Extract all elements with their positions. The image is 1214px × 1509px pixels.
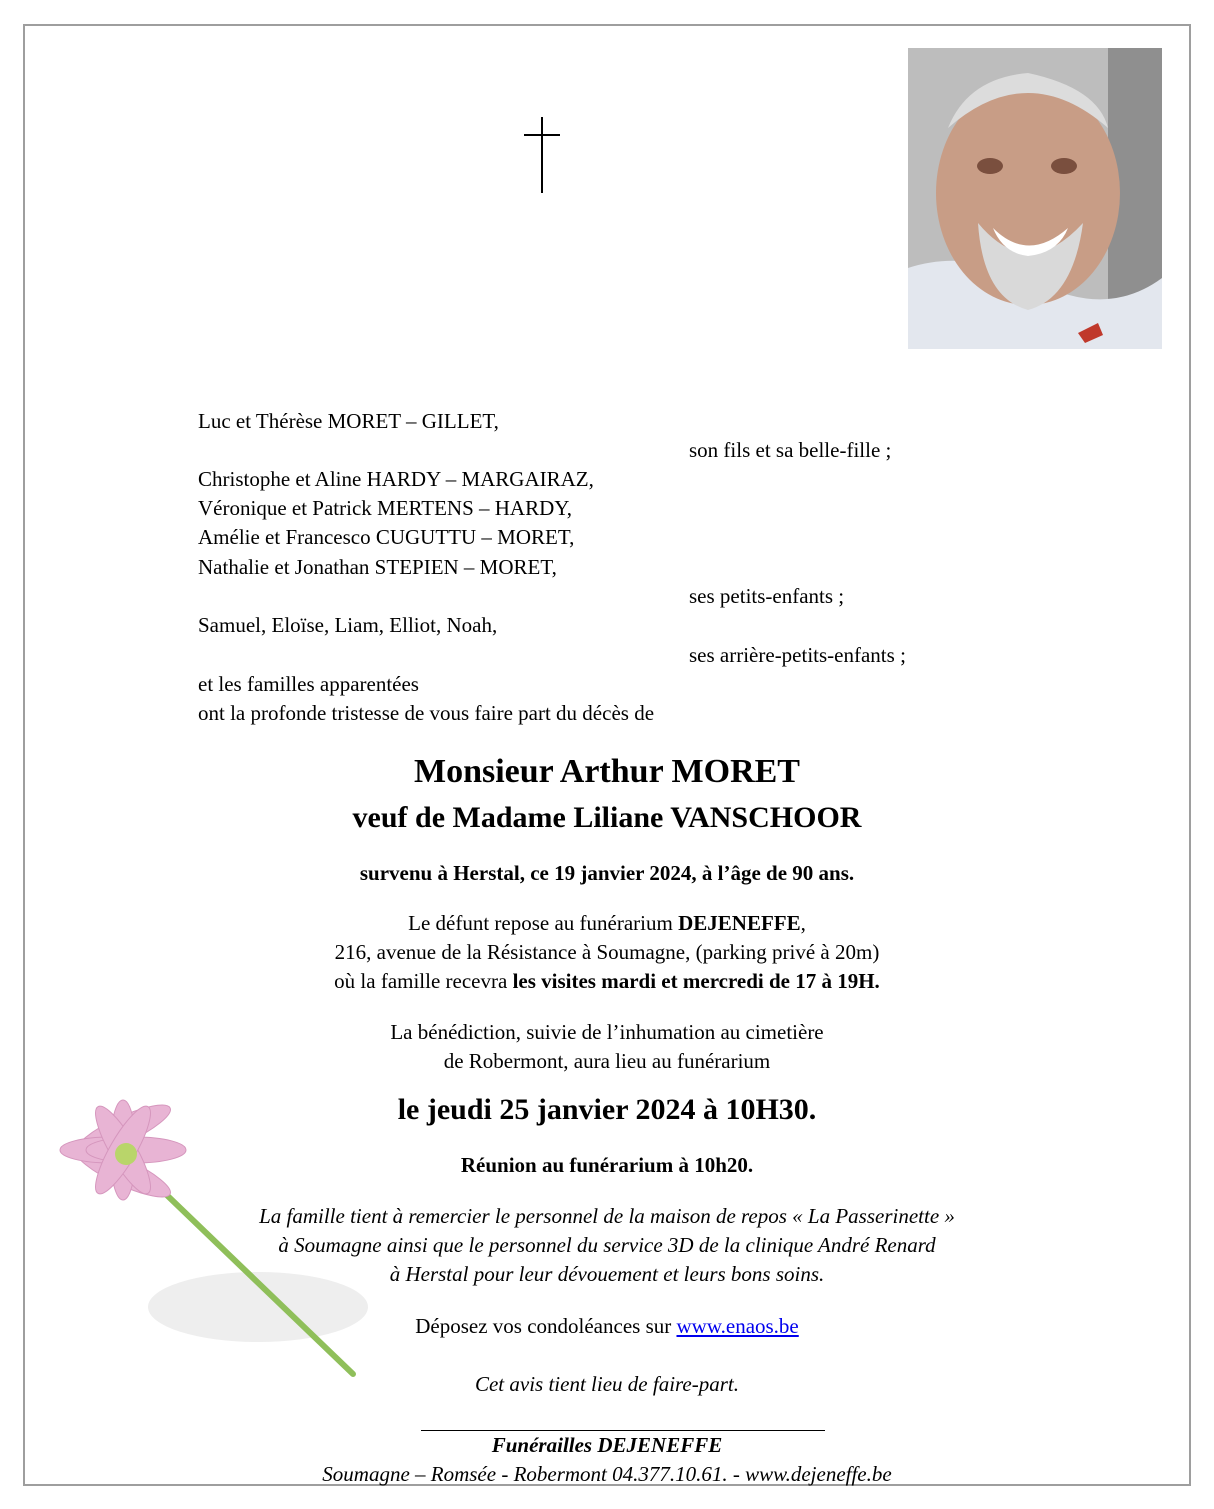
ceremony-line-2: de Robermont, aura lieu au funérarium <box>443 1049 771 1073</box>
great-grandchildren: Samuel, Eloïse, Liam, Elliot, Noah, <box>198 613 498 637</box>
announcement: ont la profonde tristesse de vous faire part du décès de <box>198 701 655 725</box>
portrait-photo <box>908 48 1162 349</box>
condolences-link[interactable]: www.enaos.be <box>676 1314 799 1338</box>
condolences-line <box>0 1314 1214 1338</box>
thanks-line-3: à Herstal pour leur dévouement et leurs bons soins. <box>389 1262 825 1286</box>
grandchild-3: Amélie et Francesco CUGUTTU – MORET, <box>198 525 575 549</box>
deceased-spouse: veuf de Madame Liliane VANSCHOOR <box>352 801 862 834</box>
death-info: survenu à Herstal, ce 19 janvier 2024, à l’âge de 90 ans. <box>359 861 855 885</box>
relatives: et les familles apparentées <box>198 672 419 696</box>
meeting-time: Réunion au funérarium à 10h20. <box>460 1153 754 1177</box>
footer-divider <box>421 1430 825 1431</box>
great-grandchildren-label: ses arrière-petits-enfants ; <box>689 643 906 667</box>
grandchild-1: Christophe et Aline HARDY – MARGAIRAZ, <box>198 467 594 491</box>
rest-suffix: , <box>800 911 806 935</box>
visits-times: les visites mardi et mercredi de 17 à 19H. <box>512 969 880 993</box>
visits-prefix: où la famille recevra <box>334 969 513 993</box>
notice: Cet avis tient lieu de faire-part. <box>474 1372 739 1396</box>
family-son-label: son fils et sa belle-fille ; <box>689 438 892 462</box>
footer-contact: Soumagne – Romsée - Robermont 04.377.10.61. - www.dejeneffe.be <box>322 1462 892 1486</box>
condolences-prefix: Déposez vos condoléances sur <box>415 1314 677 1338</box>
family-son: Luc et Thérèse MORET – GILLET, <box>198 409 499 433</box>
grandchild-4: Nathalie et Jonathan STEPIEN – MORET, <box>198 555 557 579</box>
grandchildren-label: ses petits-enfants ; <box>689 584 845 608</box>
footer-company: Funérailles DEJENEFFE <box>491 1433 723 1457</box>
ceremony-date: le jeudi 25 janvier 2024 à 10H30. <box>397 1093 817 1126</box>
ceremony-line-1: La bénédiction, suivie de l’inhumation au cimetière <box>390 1020 824 1044</box>
grandchild-2: Véronique et Patrick MERTENS – HARDY, <box>198 496 572 520</box>
thanks-line-2: à Soumagne ainsi que le personnel du service 3D de la clinique André Renard <box>278 1233 936 1257</box>
visits-line <box>0 969 1214 993</box>
cross-icon <box>524 117 560 193</box>
deceased-name: Monsieur Arthur MORET <box>414 753 800 790</box>
rest-line <box>0 911 1214 935</box>
rest-address: 216, avenue de la Résistance à Soumagne, (parking privé à 20m) <box>334 940 880 964</box>
funeral-home-name: DEJENEFFE <box>678 911 801 935</box>
thanks-line-1: La famille tient à remercier le personnel de la maison de repos « La Passerinette » <box>259 1204 955 1228</box>
rest-prefix: Le défunt repose au funérarium <box>408 911 679 935</box>
